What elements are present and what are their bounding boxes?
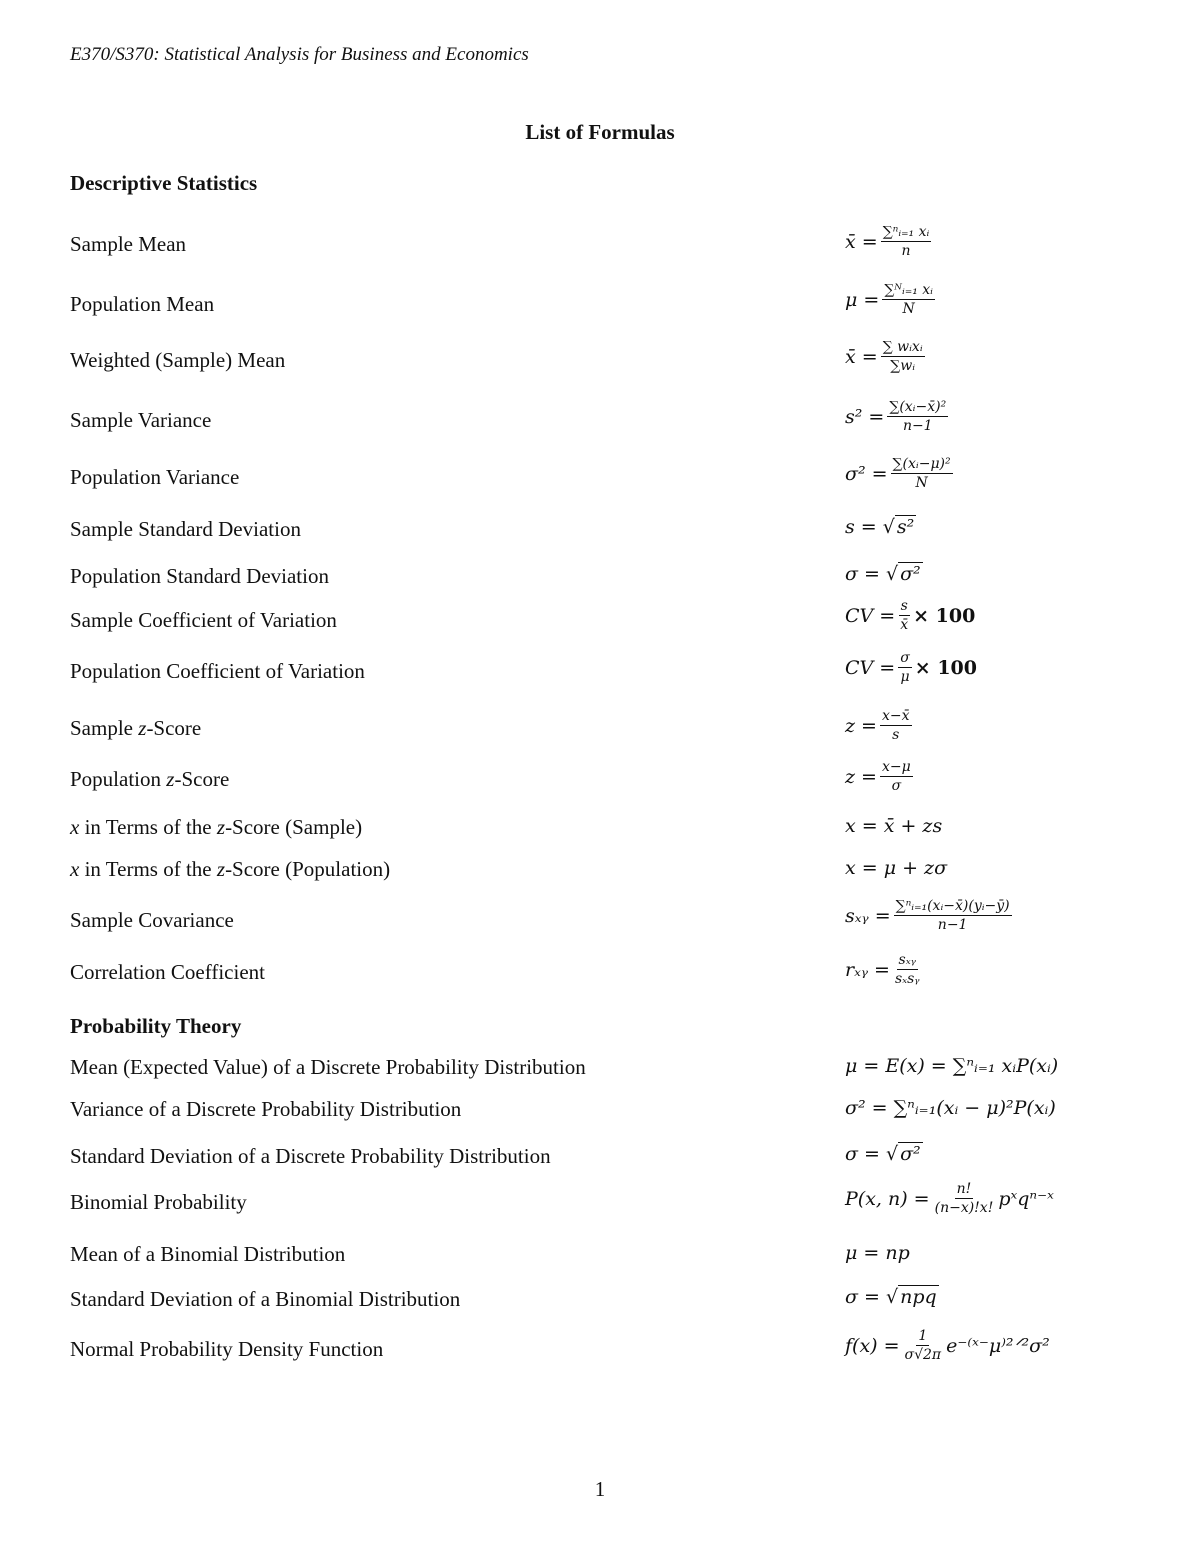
formula-sample-variance: s² = $\frac{\text{∑(xᵢ−x̄)²}}{n-1}$ bbox=[845, 399, 947, 434]
label-binomial-mean: Mean of a Binomial Distribution bbox=[70, 1242, 346, 1266]
label-correlation: Correlation Coefficient bbox=[70, 960, 265, 984]
formula-binomial-sd: σ = √ npq bbox=[845, 1285, 937, 1308]
label-sample-z-score: Sample z-Score bbox=[70, 716, 202, 740]
formula-sample-z-score: z = $\frac{x-x̄}{s}$ bbox=[845, 708, 910, 743]
label-discrete-mean: Mean (Expected Value) of a Discrete Probability Distribution bbox=[70, 1055, 586, 1079]
section-heading-probability: Probability Theory bbox=[70, 1014, 242, 1038]
formula-population-sd: σ = √ σ² bbox=[845, 562, 921, 585]
label-x-terms-population: x in Terms of the z-Score (Population) bbox=[70, 857, 391, 881]
label-normal-pdf: Normal Probability Density Function bbox=[70, 1337, 384, 1361]
formula-population-mean: μ = $\frac{\text{∑ᴺᵢ₌₁ xᵢ}}{N}$ bbox=[845, 282, 933, 317]
formula-population-z-score: z = $\frac{x-\mu}{\sigma}$ bbox=[845, 759, 911, 794]
formula-binomial-mean: μ = np bbox=[845, 1242, 910, 1264]
formula-discrete-variance: σ² = ∑ⁿᵢ₌₁(xᵢ − μ)²P(xᵢ) bbox=[845, 1097, 1056, 1119]
formula-correlation: rₓᵧ = $\frac{\text{sₓᵧ}}{\text{sₓsᵧ}}$ bbox=[845, 952, 920, 987]
label-population-z-score: Population z-Score bbox=[70, 767, 230, 791]
label-population-cv: Population Coefficient of Variation bbox=[70, 659, 365, 683]
formula-x-terms-sample: x = x̄ + zs bbox=[845, 815, 943, 837]
label-population-mean: Population Mean bbox=[70, 292, 215, 316]
section-heading-descriptive: Descriptive Statistics bbox=[70, 171, 258, 195]
formula-discrete-sd: σ = √ σ² bbox=[845, 1142, 921, 1165]
formula-weighted-mean: x̄ = $\frac{\text{∑ wᵢxᵢ}}{\text{∑wᵢ}}$ bbox=[845, 339, 923, 374]
label-weighted-mean: Weighted (Sample) Mean bbox=[70, 348, 286, 372]
label-sample-covariance: Sample Covariance bbox=[70, 908, 234, 932]
page-title: List of Formulas bbox=[525, 120, 675, 144]
label-discrete-variance: Variance of a Discrete Probability Distribution bbox=[70, 1097, 462, 1121]
formula-population-cv: CV = $\frac{\sigma}{\mu}$ × 100 bbox=[845, 650, 977, 685]
formula-normal-pdf: f(x) = $\frac{1}{\sigma√2\pi}$ e⁻⁽ˣ⁻μ⁾²ᐟ²σ² bbox=[845, 1328, 1050, 1363]
label-sample-cv: Sample Coefficient of Variation bbox=[70, 608, 337, 632]
formula-discrete-mean: μ = E(x) = ∑ⁿᵢ₌₁ xᵢP(xᵢ) bbox=[845, 1055, 1059, 1077]
course-header: E370/S370: Statistical Analysis for Business and Economics bbox=[70, 44, 529, 65]
formula-binomial-probability: P(x, n) = $\frac{n!}{(n-x)!x!}$ pˣqⁿ⁻ˣ bbox=[845, 1181, 1054, 1216]
formula-sample-mean: x̄ = $\frac{\text{∑ⁿᵢ₌₁ xᵢ}}{n}$ bbox=[845, 224, 930, 259]
label-binomial-probability: Binomial Probability bbox=[70, 1190, 247, 1214]
label-sample-variance: Sample Variance bbox=[70, 408, 212, 432]
label-binomial-sd: Standard Deviation of a Binomial Distribution bbox=[70, 1287, 461, 1311]
label-discrete-sd: Standard Deviation of a Discrete Probability Distribution bbox=[70, 1144, 551, 1168]
formula-x-terms-population: x = μ + zσ bbox=[845, 857, 948, 879]
page-number: 1 bbox=[594, 1477, 606, 1501]
label-sample-mean: Sample Mean bbox=[70, 232, 187, 256]
formula-sample-sd: s = √ s² bbox=[845, 515, 915, 538]
formula-sample-cv: CV = $\frac{s}{x̄}$ × 100 bbox=[845, 598, 976, 633]
label-sample-sd: Sample Standard Deviation bbox=[70, 517, 301, 541]
formula-sample-covariance: sₓᵧ = $\frac{\text{∑ⁿᵢ₌₁(xᵢ−x̄)(yᵢ−ȳ)}}{n-1}$ bbox=[845, 898, 1010, 933]
formula-population-variance: σ² = $\frac{\text{∑(xᵢ−μ)²}}{N}$ bbox=[845, 456, 951, 491]
label-population-sd: Population Standard Deviation bbox=[70, 564, 329, 588]
label-x-terms-sample: x in Terms of the z-Score (Sample) bbox=[70, 815, 363, 839]
label-population-variance: Population Variance bbox=[70, 465, 240, 489]
